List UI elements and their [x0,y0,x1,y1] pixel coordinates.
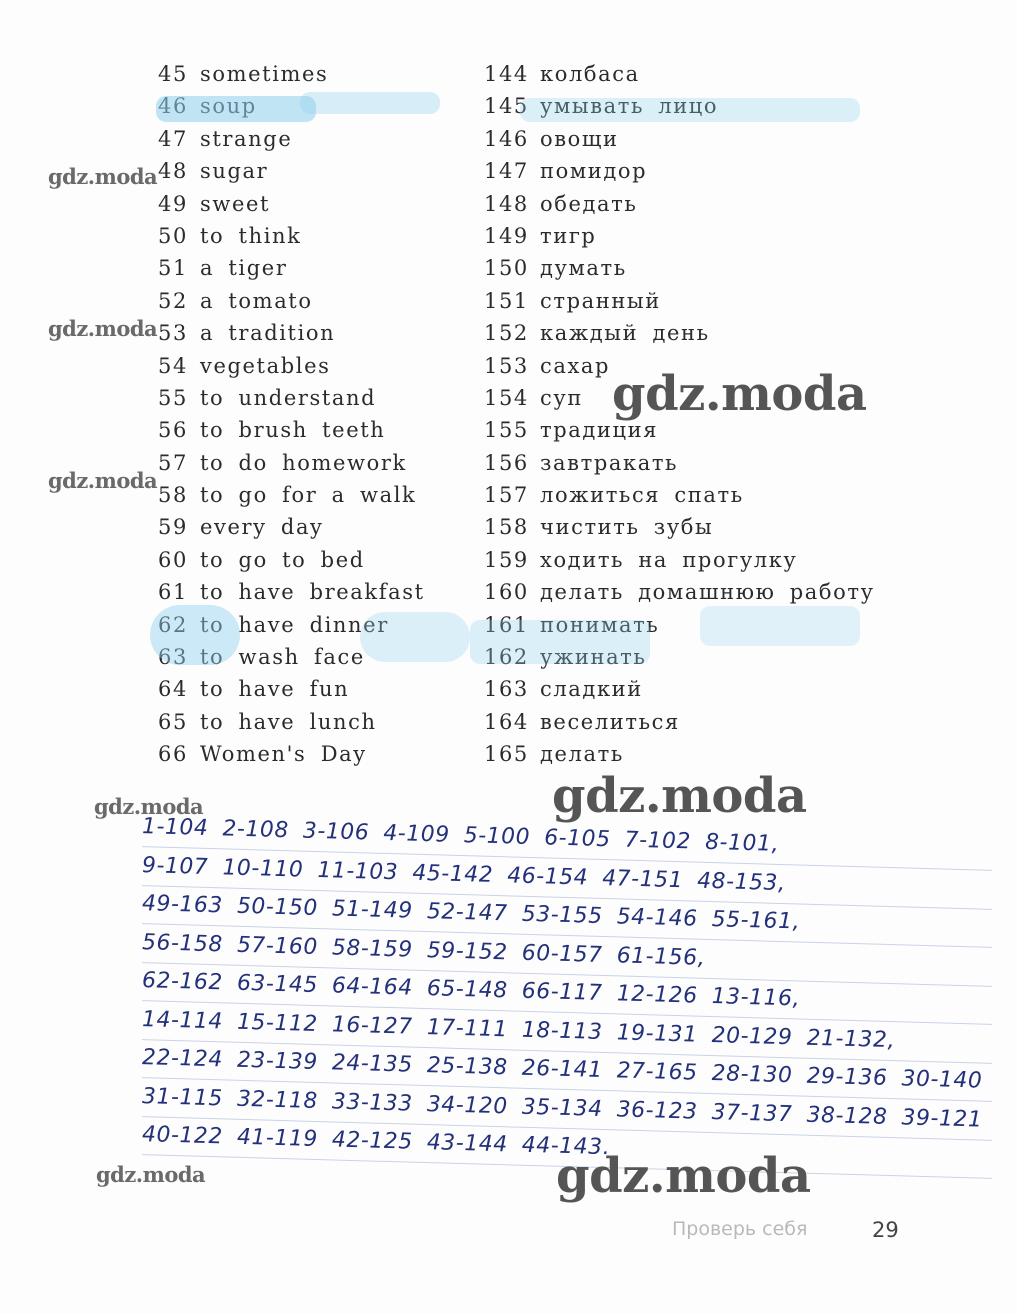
item-number: 59 [158,515,188,540]
item-number: 64 [158,677,188,702]
answer-pair: 37-137 [711,1099,793,1127]
answer-pair: 49-163 [142,891,223,919]
item-word: strange [200,126,293,151]
answer-pair: 66-117 [521,978,603,1006]
item-number: 60 [158,547,188,572]
item-number: 155 [484,418,529,443]
answer-pair: 33-133 [331,1088,413,1117]
item-number: 157 [484,483,529,508]
answer-pair: 28-130 [711,1061,793,1089]
answer-pair: 47-151 [602,865,684,893]
item-number: 145 [484,94,529,119]
watermark: gdz.moda [48,468,158,493]
vocab-row [484,317,904,349]
item-word: ужинать [540,645,647,670]
item-number: 65 [158,709,188,734]
item-word: sometimes [200,62,329,86]
highlight-blot [156,96,316,122]
vocab-row [484,252,904,284]
answer-pair: 43-144 [426,1130,508,1158]
item-number: 159 [484,547,529,572]
vocab-row [484,706,904,738]
answer-pair: 2-108 [222,816,289,844]
item-word: делать домашнюю работу [540,580,875,605]
answer-pair: 23-139 [236,1047,318,1076]
page-number: 29 [872,1218,899,1242]
answer-pair: 54-146 [616,904,698,932]
item-word: to do homework [200,450,407,475]
item-word: понимать [540,612,660,637]
item-number: 160 [484,580,529,605]
vocab-row [484,447,904,479]
answer-pair: 65-148 [426,976,508,1004]
vocab-row [484,511,904,543]
vocab-row [158,414,458,446]
answer-pair: 61-156, [616,942,706,971]
item-word: тигр [540,223,597,248]
answer-pair: 36-123 [616,1096,698,1125]
answer-pair: 19-131 [616,1019,698,1048]
highlight-blot [520,98,860,122]
item-word: ходить на прогулку [540,547,798,572]
item-number: 149 [484,223,529,248]
answer-pair: 21-132, [806,1025,895,1053]
item-number: 53 [158,321,188,346]
answer-pair: 56-158 [142,929,223,957]
item-number: 158 [484,515,529,540]
item-number: 56 [158,418,188,443]
answer-pair: 55-161, [711,907,801,935]
item-number: 45 [158,62,188,86]
answer-pair: 50-150 [236,893,318,922]
item-number: 162 [484,645,529,670]
watermark: gdz.moda [48,164,158,189]
item-word: sweet [200,191,271,216]
item-word: суп [540,385,583,410]
item-word: to have breakfast [200,580,425,605]
answer-pair: 41-119 [236,1124,318,1153]
answer-pair: 35-134 [521,1094,603,1122]
answer-pair: 3-106 [302,818,370,846]
vocab-row [158,317,458,349]
item-word: to understand [200,385,377,410]
item-number: 152 [484,321,529,346]
vocab-row [158,382,458,414]
answer-pair: 10-110 [222,854,304,883]
vocab-row [484,123,904,155]
item-word: to go to bed [200,547,365,572]
vocab-row [158,738,458,770]
answer-pair: 16-127 [331,1011,413,1040]
vocab-row [484,479,904,511]
item-word: ложиться спать [540,483,744,508]
answer-pair: 58-159 [331,934,413,963]
item-number: 164 [484,709,529,734]
answer-pair: 34-120 [426,1091,508,1119]
vocab-row [484,738,904,770]
answer-pair: 6-105 [544,825,611,853]
answer-pair: 31-115 [142,1083,223,1111]
answer-pair: 57-160 [236,932,318,960]
item-number: 165 [484,742,529,767]
answer-pair: 18-113 [521,1017,603,1045]
answer-pair: 11-103 [317,857,399,885]
item-number: 52 [158,288,188,313]
vocab-row [158,511,458,543]
item-word: обедать [540,191,638,216]
highlight-blot [700,606,860,646]
vocab-row [158,576,458,608]
item-word: думать [540,256,627,281]
vocab-row [158,544,458,576]
answer-pair: 20-129 [711,1022,793,1050]
answer-pair: 64-164 [331,973,413,1001]
item-number: 54 [158,353,188,378]
item-number: 48 [158,159,188,184]
answer-pair: 5-100 [463,823,531,850]
item-number: 50 [158,223,188,248]
highlight-blot [150,605,240,665]
answer-pair: 12-126 [616,981,698,1009]
item-number: 62 [158,612,188,637]
vocab-row [158,123,458,155]
answer-pair: 29-136 [806,1063,888,1091]
item-number: 55 [158,385,188,410]
answer-pair: 32-118 [236,1086,318,1114]
vocab-row [158,706,458,738]
answer-pair: 13-116, [711,984,801,1012]
vocab-row [158,673,458,705]
item-word: традиция [540,418,659,443]
vocab-row [484,58,904,90]
item-word: to have fun [200,677,350,702]
item-number: 146 [484,126,529,151]
item-word: vegetables [200,353,331,378]
handwritten-answers [142,814,992,1167]
item-number: 150 [484,256,529,281]
vocab-row [484,576,904,608]
answer-pair: 25-138 [426,1053,508,1081]
answer-pair: 42-125 [331,1127,413,1155]
item-number: 144 [484,62,529,86]
item-word: умывать лицо [540,94,719,119]
answer-pair: 17-111 [426,1014,508,1042]
answer-pair: 45-142 [412,860,494,888]
highlight-blot [300,92,440,114]
item-number: 156 [484,450,529,475]
vocab-row [158,350,458,382]
item-number: 147 [484,159,529,184]
answer-pair: 7-102 [624,827,692,855]
item-word: to brush teeth [200,418,386,443]
item-word: сладкий [540,677,643,702]
item-word: a tomato [200,288,313,313]
answer-pair: 48-153, [697,868,786,896]
item-number: 154 [484,385,529,410]
item-number: 66 [158,742,188,767]
item-number: 61 [158,580,188,605]
item-word: каждый день [540,321,710,346]
section-label: Проверь себя [672,1218,808,1240]
vocab-row [158,188,458,220]
watermark-large: gdz.moda [612,366,867,422]
item-number: 49 [158,191,188,216]
watermark: gdz.moda [48,316,158,341]
watermark: gdz.moda [96,1162,206,1187]
vocab-row [484,188,904,220]
answer-pair: 52-147 [426,899,508,927]
item-number: 57 [158,450,188,475]
watermark-large: gdz.moda [552,768,807,824]
answer-pair: 46-154 [507,862,589,891]
item-number: 161 [484,612,529,637]
answer-pair: 9-107 [142,852,209,880]
item-word: сахар [540,353,611,378]
item-word: every day [200,515,324,540]
item-word: завтракать [540,450,679,475]
highlight-blot [360,612,470,662]
item-word: веселиться [540,709,680,734]
answer-pair: 30-140 [901,1066,983,1094]
answer-pair: 44-143. [521,1132,611,1161]
item-number: 51 [158,256,188,281]
item-word: помидор [540,159,648,184]
vocab-row [484,544,904,576]
answer-pair: 24-135 [331,1050,413,1078]
answer-pair: 38-128 [806,1102,888,1130]
answer-pair: 39-121 [901,1104,983,1133]
item-number: 148 [484,191,529,216]
vocab-row [158,220,458,252]
item-word: Women's Day [200,742,367,767]
answer-pair: 15-112 [236,1009,318,1037]
vocab-row [158,252,458,284]
vocab-row [484,673,904,705]
answer-pair: 60-157 [521,940,603,968]
item-word: странный [540,288,661,313]
vocab-row [158,447,458,479]
item-number: 163 [484,677,529,702]
answer-pair: 27-165 [616,1058,698,1086]
vocab-row [484,155,904,187]
item-word: a tradition [200,321,336,346]
vocab-row [484,285,904,317]
item-word: to think [200,223,302,248]
watermark: gdz.moda [94,794,204,819]
vocab-row [158,285,458,317]
answer-pair: 63-145 [236,970,318,999]
vocab-row [158,479,458,511]
answer-pair: 8-101, [705,829,779,857]
highlight-blot [470,620,650,664]
item-word: делать [540,742,624,767]
answer-pair: 4-109 [383,820,450,848]
answer-pair: 1-104 [142,814,209,841]
item-number: 151 [484,288,529,313]
item-word: to go for a walk [200,483,417,508]
answer-pair: 26-141 [521,1055,603,1083]
watermark-large: gdz.moda [556,1148,811,1204]
vocab-row [158,58,458,90]
item-word: to have dinner [200,612,389,637]
item-word: to wash face [200,645,365,670]
item-word: колбаса [540,62,640,86]
item-number: 47 [158,126,188,151]
answer-pair: 51-149 [331,896,413,924]
vocab-row [158,155,458,187]
item-word: a tiger [200,256,288,281]
item-number: 63 [158,645,188,670]
item-word: овощи [540,126,619,151]
answer-pair: 59-152 [426,937,508,965]
answer-pair: 14-114 [142,1006,223,1034]
item-number: 153 [484,353,529,378]
item-word: чистить зубы [540,515,714,540]
answer-pair: 40-122 [142,1122,223,1150]
item-word: sugar [200,159,269,184]
item-word: to have lunch [200,709,377,734]
answer-pair: 53-155 [521,901,603,929]
answer-pair: 22-124 [142,1045,223,1073]
vocab-row [484,220,904,252]
answer-pair: 62-162 [142,968,223,996]
item-number: 58 [158,483,188,508]
